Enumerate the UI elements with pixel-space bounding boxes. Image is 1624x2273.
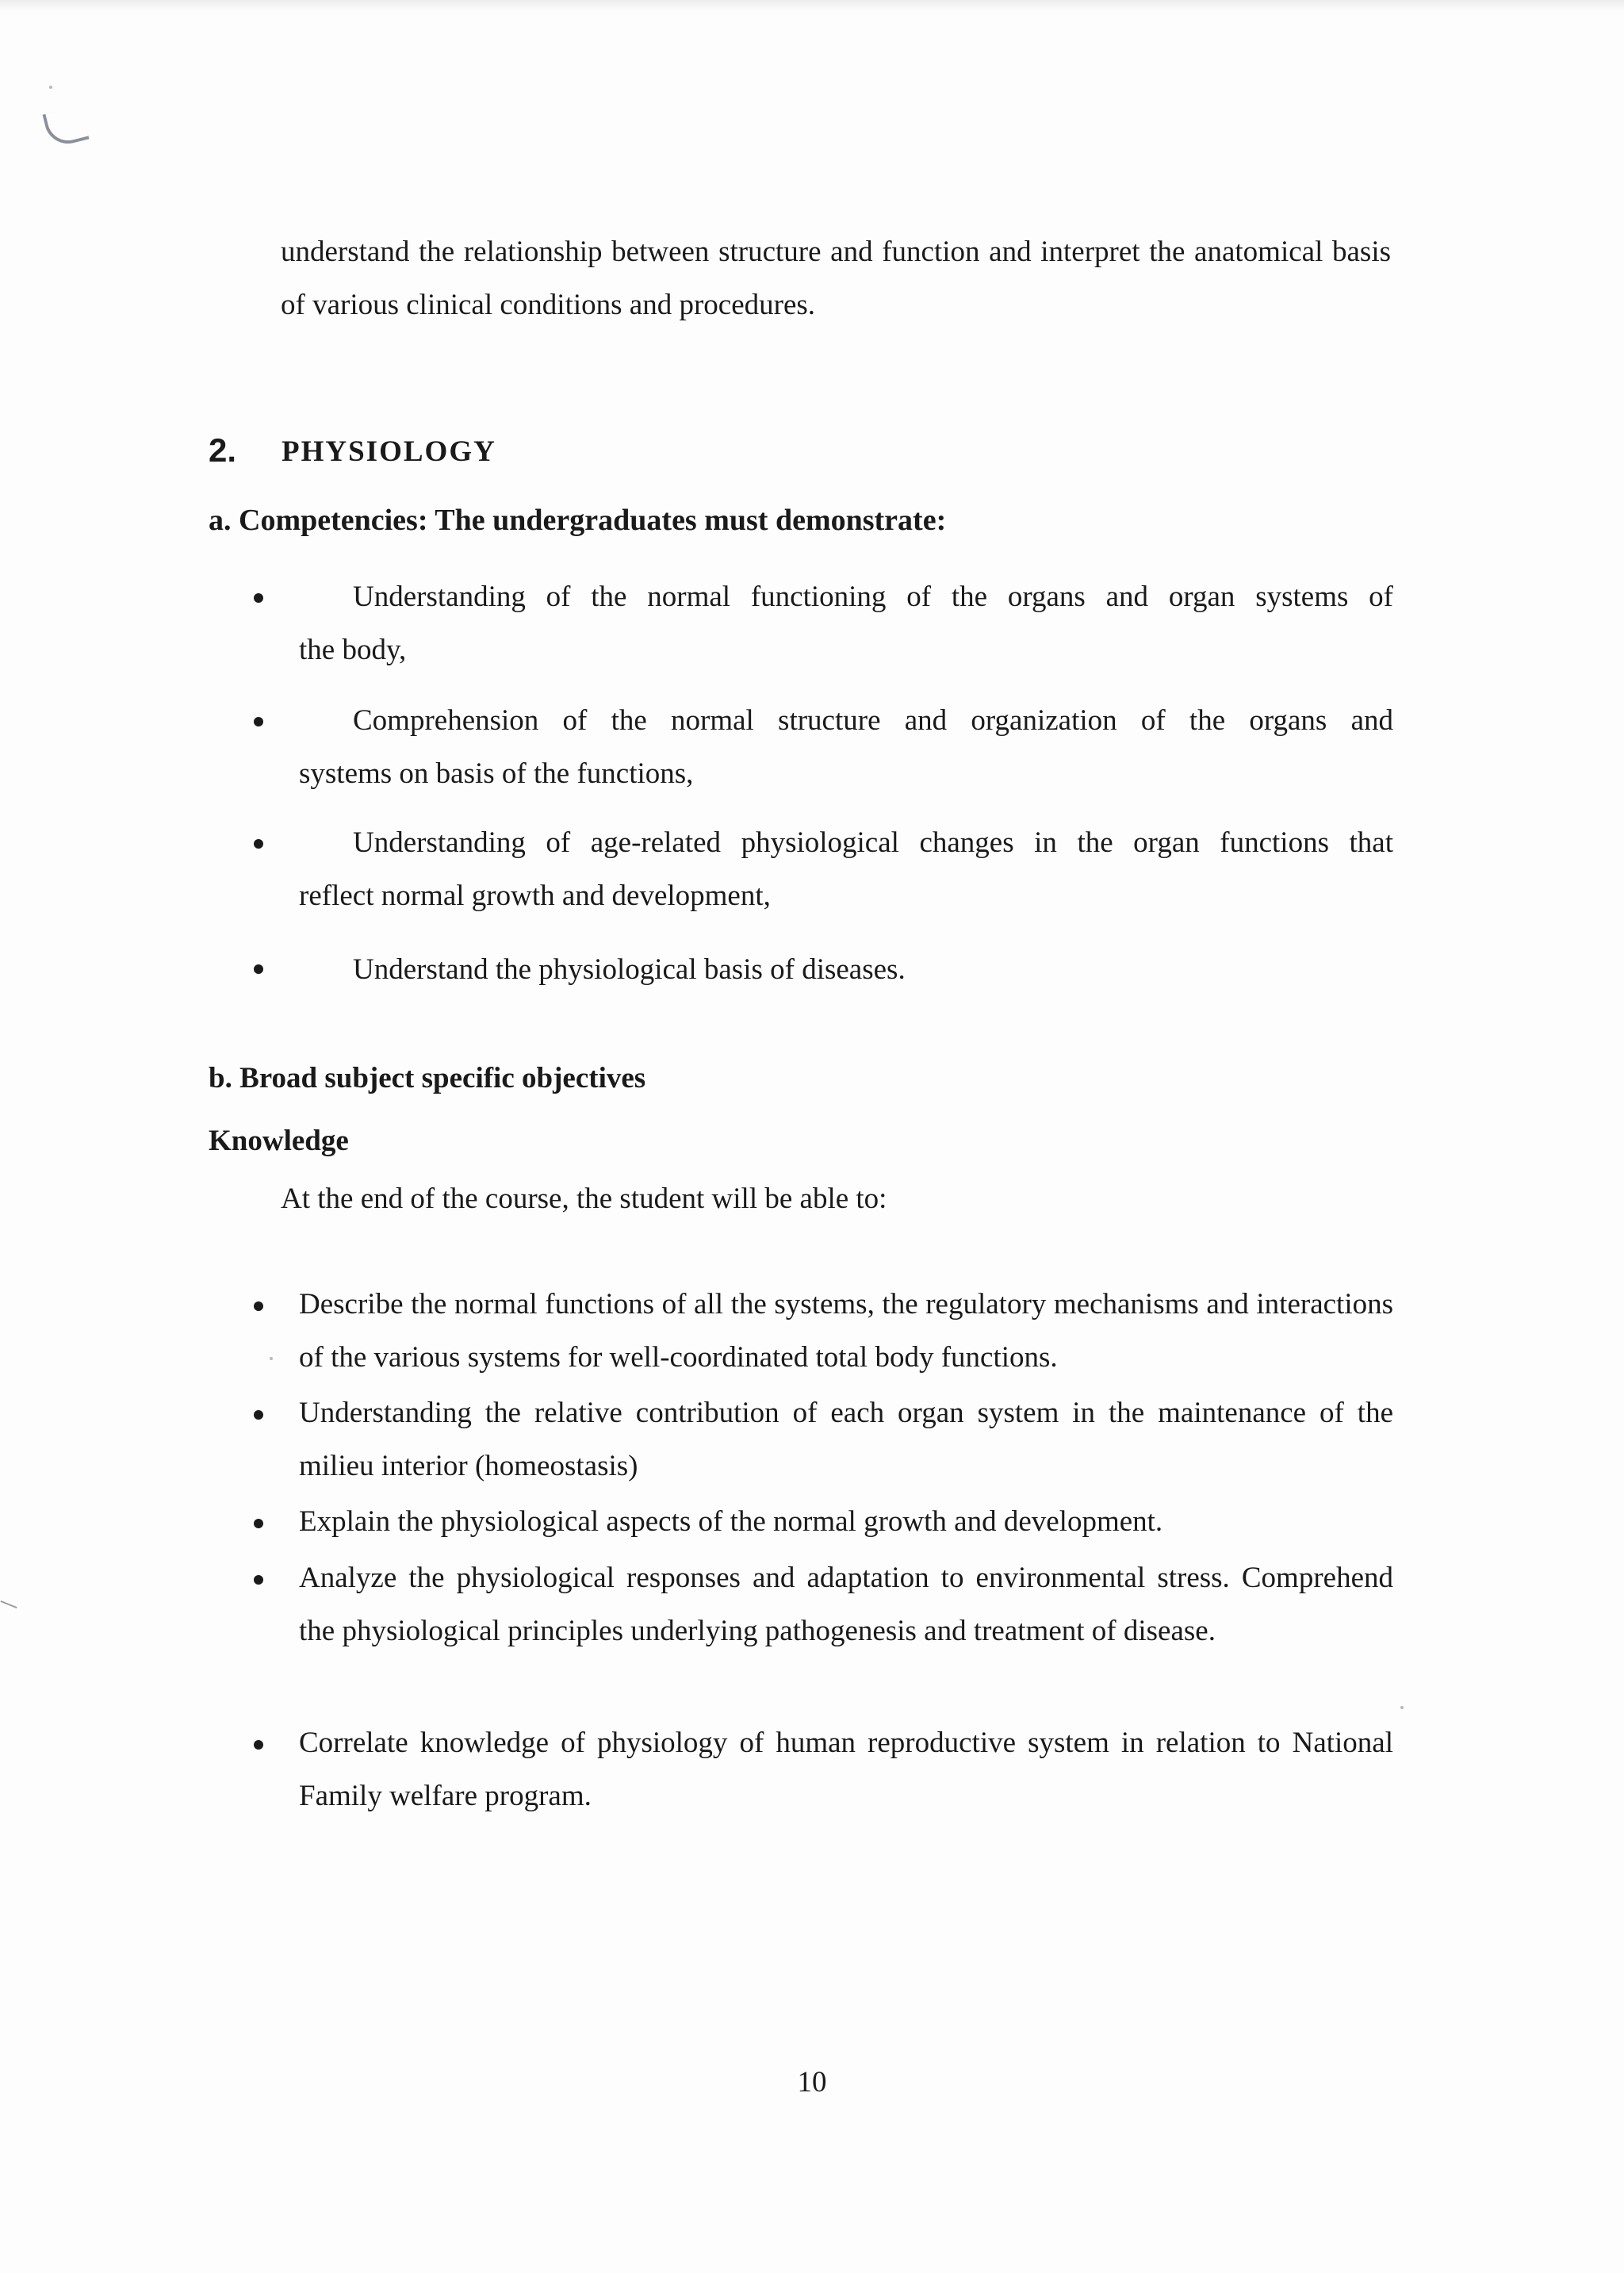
intro-paragraph: understand the relationship between structure and function and interpret the anatomical basis of various clinical conditions and procedures. [281, 236, 1391, 321]
competency-item: Understand the physiological basis of diseases. [353, 953, 906, 986]
section-title: PHYSIOLOGY [282, 435, 496, 468]
competency-item-continuation: reflect normal growth and development, [299, 880, 771, 912]
objective-item: Analyze the physiological responses and adaptation to environmental stress. Comprehend the physiological principles underlying pathogenesis and treatment of disease. [299, 1562, 1393, 1647]
section-number: 2. [209, 431, 237, 469]
margin-scan-tick [0, 1600, 17, 1608]
bullet-icon [254, 964, 263, 974]
competency-item-first-line: Understanding of age-related physiological changes in the organ functions that [353, 826, 1393, 859]
knowledge-subheading: Knowledge [209, 1125, 349, 1157]
competency-item-continuation: systems on basis of the functions, [299, 757, 694, 790]
competency-item [299, 816, 1393, 922]
objective-item: Understanding the relative contribution of each organ system in the maintenance of the milieu interior (homeostasis) [299, 1397, 1393, 1482]
objectives-heading: b. Broad subject specific objectives [209, 1062, 646, 1094]
bullet-icon [254, 839, 263, 849]
page-number: 10 [797, 2066, 827, 2099]
objective-item: Describe the normal functions of all the systems, the regulatory mechanisms and interactions of the various systems for well-coordinated total body functions. [299, 1288, 1393, 1374]
competency-item [299, 694, 1393, 800]
bullet-icon [254, 1301, 263, 1311]
competency-item-first-line: Comprehension of the normal structure and organization of the organs and [353, 704, 1393, 737]
objectives-intro: At the end of the course, the student will be able to: [281, 1182, 887, 1215]
bullet-icon [254, 1410, 263, 1420]
competency-item-continuation: the body, [299, 634, 407, 666]
objective-item: Explain the physiological aspects of the normal growth and development. [299, 1505, 1163, 1538]
scan-speck [1400, 1706, 1404, 1709]
bullet-icon [254, 1519, 263, 1528]
competencies-heading: a. Competencies: The undergraduates must demonstrate: [209, 504, 947, 537]
bullet-icon [254, 1575, 263, 1585]
bullet-icon [254, 593, 263, 603]
scan-speck [270, 1357, 273, 1360]
corner-scan-mark [42, 105, 89, 149]
scan-edge-shadow [0, 0, 1624, 11]
competency-item [299, 570, 1393, 677]
scan-speck [49, 86, 52, 89]
objective-item: Correlate knowledge of physiology of human reproductive system in relation to National Family welfare program. [299, 1727, 1393, 1812]
bullet-icon [254, 717, 263, 726]
bullet-icon [254, 1740, 263, 1750]
competency-item-first-line: Understanding of the normal functioning of the organs and organ systems of [353, 581, 1393, 613]
